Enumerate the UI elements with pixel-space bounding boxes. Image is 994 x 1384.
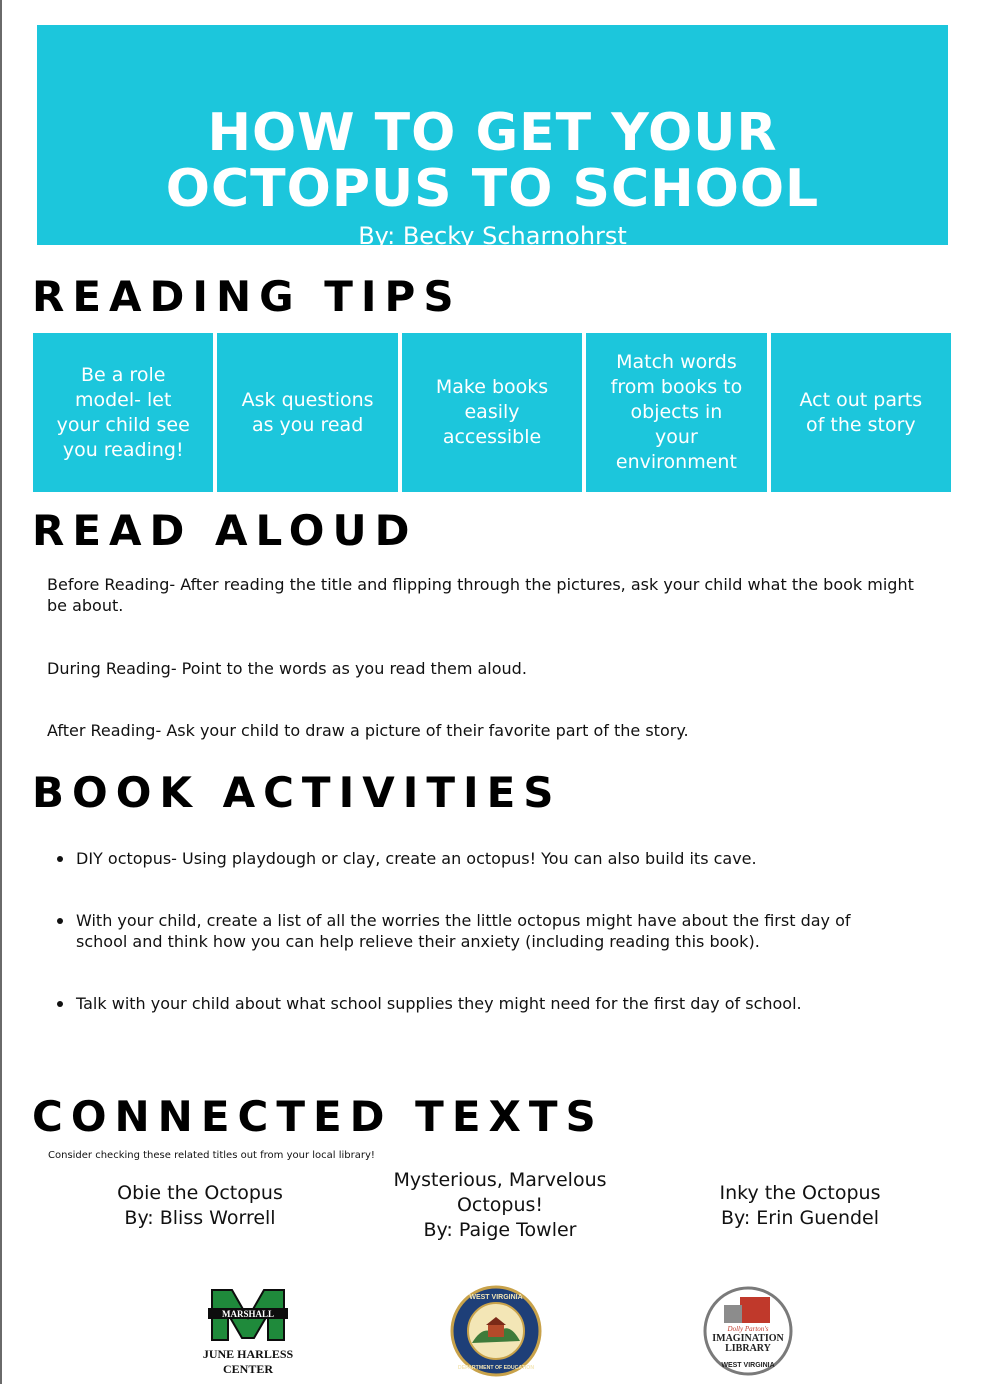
book-title: Inky the Octopus <box>719 1182 881 1204</box>
tip-text: Act out parts of the story <box>799 388 923 436</box>
bullet-icon <box>57 918 63 924</box>
after-reading-text: After Reading- Ask your child to draw a picture of their favorite part of the story. <box>47 721 689 740</box>
bullet-icon <box>57 1001 63 1007</box>
list-item <box>55 993 905 1014</box>
tip-card <box>586 333 766 492</box>
list-item <box>55 848 905 869</box>
bullet-icon <box>57 856 63 862</box>
imagination-line2: IMAGINATION <box>712 1333 784 1344</box>
marshall-wordmark: MARSHALL <box>221 1309 275 1319</box>
wv-department-of-education-seal <box>450 1285 542 1377</box>
book-author: By: Paige Towler <box>423 1219 577 1241</box>
tip-card <box>33 333 213 492</box>
imagination-line1: Dolly Parton's <box>727 1325 769 1333</box>
book-author: By: Bliss Worrell <box>124 1207 276 1229</box>
page-border <box>0 0 2 1384</box>
tip-text: Ask questions as you read <box>241 388 374 436</box>
activity-text: DIY octopus- Using playdough or clay, create an octopus! You can also build its cave. <box>76 849 757 868</box>
reading-tips-heading: READING TIPS <box>32 272 462 321</box>
book-entry <box>390 1168 610 1243</box>
library-note: Consider checking these related titles out from your local library! <box>48 1150 375 1161</box>
tip-text: Make books easily accessible <box>435 376 549 448</box>
tip-card <box>217 333 397 492</box>
tip-card <box>771 333 951 492</box>
before-reading-text: Before Reading- After reading the title and flipping through the pictures, ask your child what the book might be about. <box>47 575 914 615</box>
read-aloud-heading: READ ALOUD <box>32 506 418 555</box>
book-activities-heading: BOOK ACTIVITIES <box>32 768 562 817</box>
activity-text: With your child, create a list of all the worries the little octopus might have about the first day of school and think how you can help relieve their anxiety (including reading this book). <box>76 911 851 951</box>
tip-card <box>402 333 582 492</box>
imagination-line3: LIBRARY <box>725 1343 771 1354</box>
list-item <box>55 910 905 952</box>
tip-text: Match words from books to objects in your environment <box>610 351 743 473</box>
reading-tips-row <box>33 333 951 492</box>
during-reading-text: During Reading- Point to the words as you read them aloud. <box>47 659 527 678</box>
book-title: Mysterious, Marvelous Octopus! <box>393 1169 607 1216</box>
book-entry <box>90 1181 310 1231</box>
activity-text: Talk with your child about what school supplies they might need for the first day of school. <box>76 994 802 1013</box>
tip-text: Be a role model- let your child see you reading! <box>56 363 190 461</box>
seal-bottom-text: DEPARTMENT OF EDUCATION <box>457 1365 535 1371</box>
title-line-1: HOW TO GET YOUR <box>207 103 778 163</box>
imagination-line4: WEST VIRGINIA <box>721 1362 775 1369</box>
connected-texts-heading: CONNECTED TEXTS <box>32 1092 604 1141</box>
marshall-june-harless-logo <box>198 1284 298 1378</box>
title-banner <box>37 25 948 250</box>
marshall-line1: JUNE HARLESS <box>202 1347 294 1361</box>
book-entry <box>690 1181 910 1231</box>
book-author: By: Erin Guendel <box>720 1207 880 1229</box>
seal-top-text: WEST VIRGINIA <box>469 1294 523 1301</box>
author-line: By: Becky Scharnohrst <box>358 222 627 250</box>
marshall-line2: CENTER <box>222 1362 274 1376</box>
page-title <box>37 105 948 217</box>
imagination-library-logo <box>700 1285 796 1379</box>
book-title: Obie the Octopus <box>117 1182 283 1204</box>
title-line-2: OCTOPUS TO SCHOOL <box>165 159 820 219</box>
activities-list <box>55 848 905 1014</box>
